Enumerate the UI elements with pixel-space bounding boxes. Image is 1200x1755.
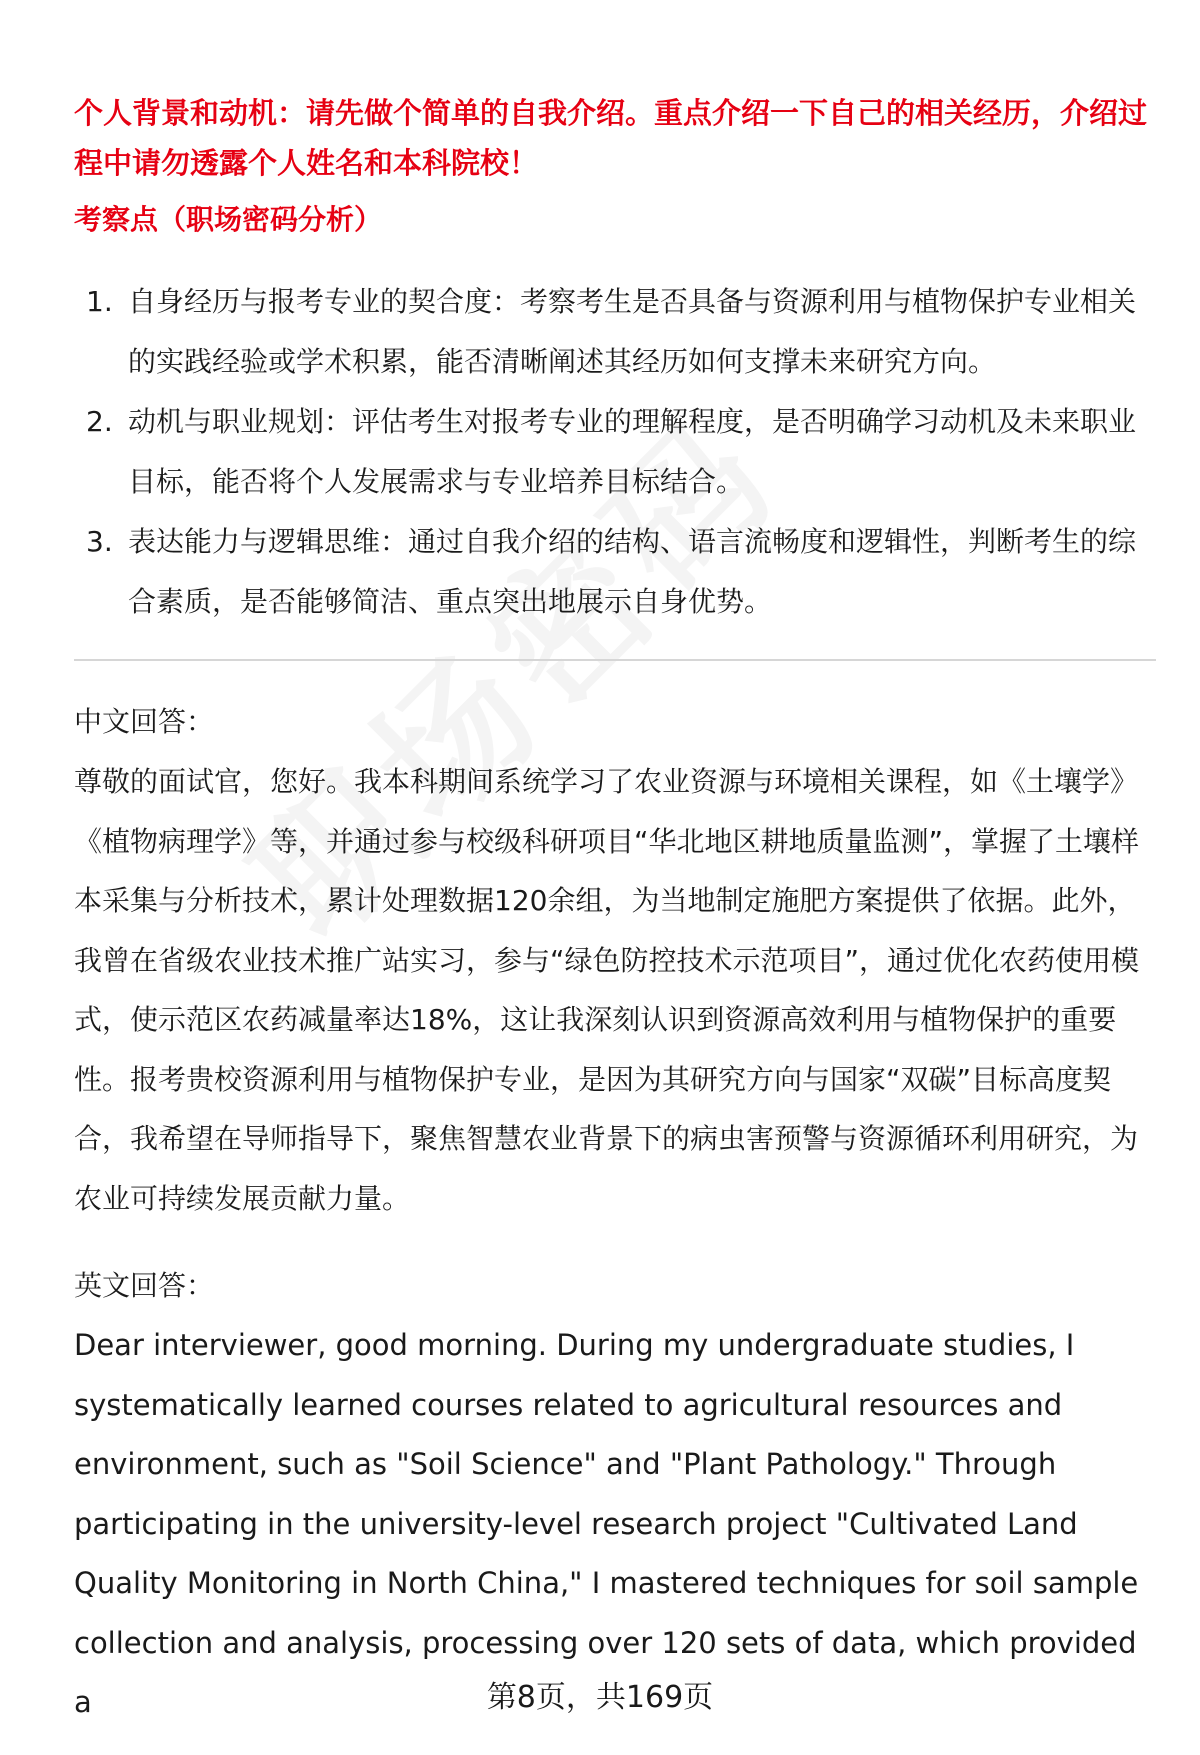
chinese-answer-text: 尊敬的面试官，您好。我本科期间系统学习了农业资源与环境相关课程，如《土壤学》《植物病理学》等，并通过参与校级科研项目“华北地区耕地质量监测”，掌握了土壤样本采集与分析技术，累计处理数据120余组，为当地制定施肥方案提供了依据。此外，我曾在省级农业技术推广站实习，参与“绿色防控技术示范项目”，通过优化农药使用模式，使示范区农药减量率达18%，这让我深刻认识到资源高效利用与植物保护的重要性。报考贵校资源利用与植物保护专业，是因为其研究方向与国家“双碳”目标高度契合，我希望在导师指导下，聚焦智慧农业背景下的病虫害预警与资源循环利用研究，为农业可持续发展贡献力量。 bbox=[74, 765, 1140, 1215]
focus-point bbox=[74, 272, 1154, 392]
point-number: 2. bbox=[86, 405, 113, 438]
question-text: 个人背景和动机：请先做个简单的自我介绍。重点介绍一下自己的相关经历，介绍过程中请勿透露个人姓名和本科院校！ bbox=[74, 96, 1148, 180]
focus-point bbox=[74, 392, 1154, 512]
page-number-footer: 第8页，共169页 bbox=[486, 1680, 714, 1715]
focus-title: 考察点（职场密码分析） bbox=[74, 203, 383, 236]
point-text: 动机与职业规划：评估考生对报考专业的理解程度，是否明确学习动机及未来职业目标，能否将个人发展需求与专业培养目标结合。 bbox=[128, 405, 1137, 498]
english-answer-text: Dear interviewer, good morning. During my undergraduate studies, I systematically learned courses related to agricultural resources and environment, such as "Soil Science" and "Plant Pathology." Through participating in the university-level research project "Cultivated Land Quality Monitoring in North China," I mastered techniques for soil sample collection and analysis, processing over 120 sets of data, which provided a bbox=[74, 1328, 1139, 1719]
point-text: 表达能力与逻辑思维：通过自我介绍的结构、语言流畅度和逻辑性，判断考生的综合素质，是否能够简洁、重点突出地展示自身优势。 bbox=[128, 525, 1137, 618]
point-number: 1. bbox=[86, 285, 113, 318]
focus-points-list bbox=[74, 272, 1154, 632]
section-divider bbox=[74, 659, 1156, 661]
point-text: 自身经历与报考专业的契合度：考察考生是否具备与资源利用与植物保护专业相关的实践经验或学术积累，能否清晰阐述其经历如何支撑未来研究方向。 bbox=[128, 285, 1137, 378]
focus-point bbox=[74, 512, 1154, 632]
chinese-answer-heading: 中文回答： bbox=[74, 705, 215, 738]
english-answer-heading: 英文回答： bbox=[74, 1269, 215, 1302]
point-number: 3. bbox=[86, 525, 113, 558]
